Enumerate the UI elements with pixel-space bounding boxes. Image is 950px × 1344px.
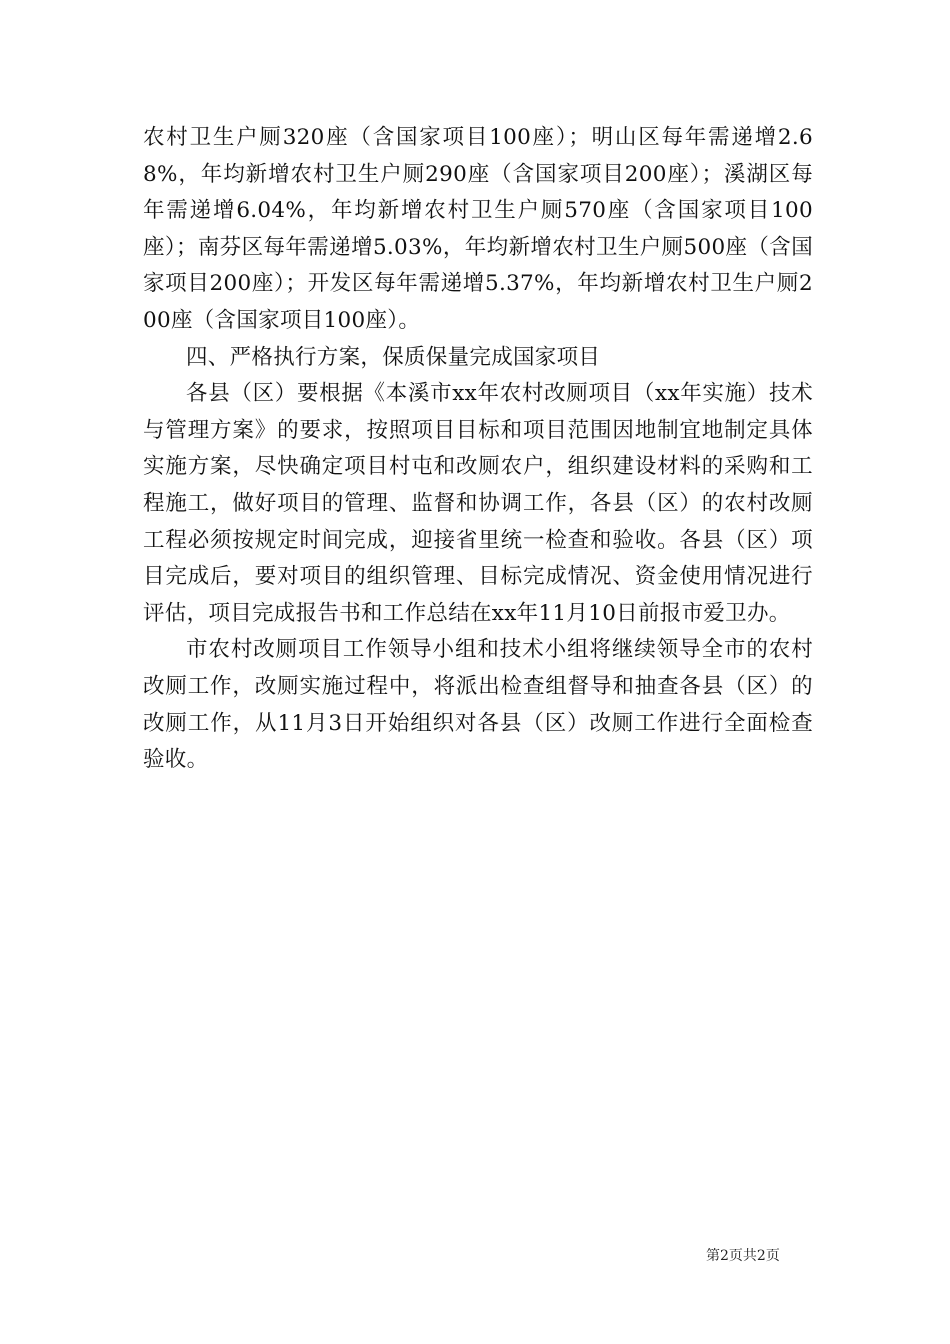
paragraph-implementation: 各县（区）要根据《本溪市xx年农村改厕项目（xx年实施）技术与管理方案》的要求，按照项目目标和项目范围因地制宜地制定具体实施方案，尽快确定项目村屯和改厕农户，组织建设材料的采购和工程施工，做好项目的管理、监督和协调工作，各县（区）的农村改厕工程必须按规定时间完成，迎接省里统一检查和验收。各县（区）项目完成后，要对项目的组织管理、目标完成情况、资金使用情况进行评估，项目完成报告书和工作总结在xx年11月10日前报市爱卫办。 (143, 381, 813, 626)
document-body (143, 120, 813, 779)
paragraph-continuation: 农村卫生户厕320座（含国家项目100座）；明山区每年需递增2.68%，年均新增农村卫生户厕290座（含国家项目200座）；溪湖区每年需递增6.04%，年均新增农村卫生户厕570座（含国家项目100座）；南芬区每年需递增5.03%，年均新增农村卫生户厕500座（含国家项目200座）；开发区每年需递增5.37%，年均新增农村卫生户厕200座（含国家项目100座）。 (143, 125, 813, 333)
paragraph-inspection: 市农村改厕项目工作领导小组和技术小组将继续领导全市的农村改厕工作，改厕实施过程中，将派出检查组督导和抽查各县（区）的改厕工作，从11月3日开始组织对各县（区）改厕工作进行全面检查验收。 (143, 637, 813, 773)
section-heading: 四、严格执行方案，保质保量完成国家项目 (186, 344, 601, 370)
page-number-footer: 第2页共2页 (706, 1248, 780, 1264)
